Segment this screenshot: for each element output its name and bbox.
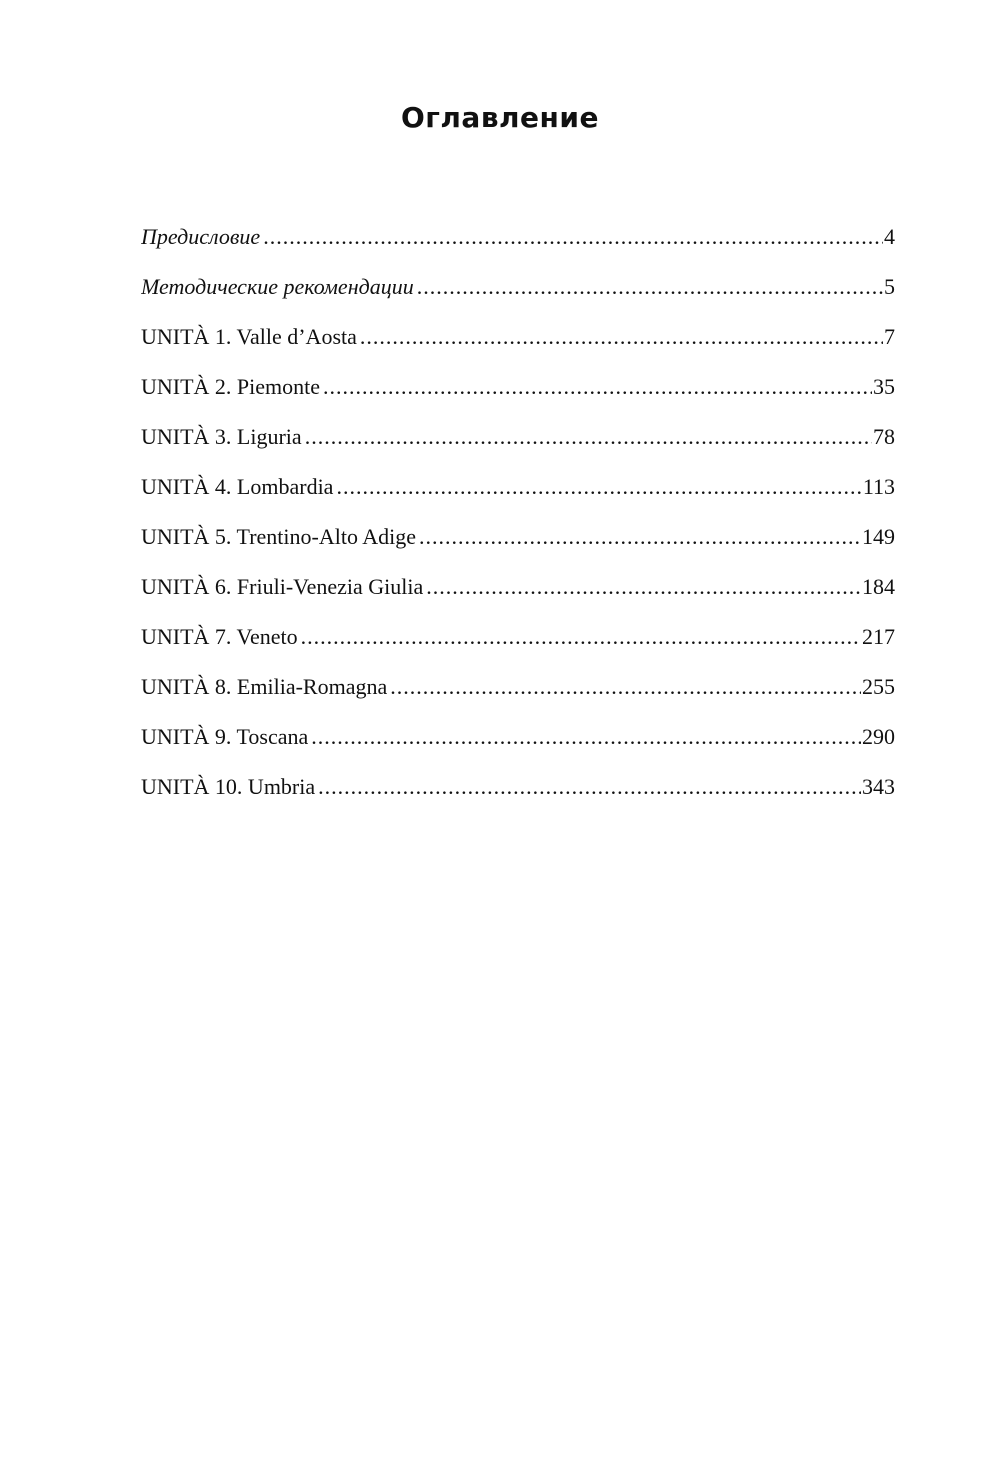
toc-entry-unit-4[interactable] <box>141 470 895 520</box>
toc-entry-page: 184 <box>862 574 895 599</box>
toc-entry-page: 5 <box>884 274 895 299</box>
toc-entry-unit-7[interactable] <box>141 620 895 670</box>
toc-entry-unit-1[interactable] <box>141 320 895 370</box>
toc-entry-page: 343 <box>862 774 895 799</box>
table-of-contents <box>141 220 895 820</box>
toc-dot-leader <box>426 570 861 604</box>
toc-entry-label: UNITÀ 2. Piemonte <box>141 374 321 399</box>
page-title: Оглавление <box>400 101 599 134</box>
toc-dot-leader <box>417 270 883 304</box>
toc-entry-label: UNITÀ 10. Umbria <box>141 774 316 799</box>
toc-entry-unit-3[interactable] <box>141 420 895 470</box>
toc-entry-page: 35 <box>873 374 895 399</box>
toc-dot-leader <box>360 320 883 354</box>
toc-entry-page: 217 <box>862 624 895 649</box>
toc-entry-label: UNITÀ 1. Valle d’Aosta <box>141 324 357 349</box>
toc-entry-label: UNITÀ 6. Friuli-Venezia Giulia <box>141 574 424 599</box>
toc-entry-label: UNITÀ 4. Lombardia <box>141 474 334 499</box>
toc-entry-unit-5[interactable] <box>141 520 895 570</box>
toc-entry-label: UNITÀ 5. Trentino-Alto Adige <box>141 524 416 549</box>
toc-entry-page: 255 <box>862 674 895 699</box>
toc-entry-unit-2[interactable] <box>141 370 895 420</box>
toc-entry-preface[interactable] <box>141 220 895 270</box>
toc-dot-leader <box>419 520 861 554</box>
toc-dot-leader <box>390 670 861 704</box>
toc-entry-page: 7 <box>884 324 895 349</box>
toc-entry-page: 290 <box>862 724 895 749</box>
toc-dot-leader <box>336 470 861 504</box>
toc-dot-leader <box>263 220 883 254</box>
toc-entry-page: 149 <box>862 524 895 549</box>
toc-dot-leader <box>301 620 861 654</box>
toc-entry-label: Предисловие <box>141 224 261 249</box>
toc-dot-leader <box>311 720 861 754</box>
toc-entry-page: 4 <box>884 224 895 249</box>
toc-entry-unit-8[interactable] <box>141 670 895 720</box>
toc-entry-label: UNITÀ 3. Liguria <box>141 424 302 449</box>
toc-entry-label: UNITÀ 9. Toscana <box>141 724 309 749</box>
toc-entry-unit-6[interactable] <box>141 570 895 620</box>
toc-entry-label: Методические рекомендации <box>141 274 414 299</box>
toc-entry-page: 78 <box>873 424 895 449</box>
toc-dot-leader <box>305 420 872 454</box>
toc-dot-leader <box>323 370 872 404</box>
toc-entry-unit-9[interactable] <box>141 720 895 770</box>
toc-entry-label: UNITÀ 8. Emilia-Romagna <box>141 674 388 699</box>
toc-entry-methodology[interactable] <box>141 270 895 320</box>
toc-entry-label: UNITÀ 7. Veneto <box>141 624 298 649</box>
toc-dot-leader <box>318 770 861 804</box>
toc-entry-page: 113 <box>862 474 895 499</box>
toc-entry-unit-10[interactable] <box>141 770 895 820</box>
